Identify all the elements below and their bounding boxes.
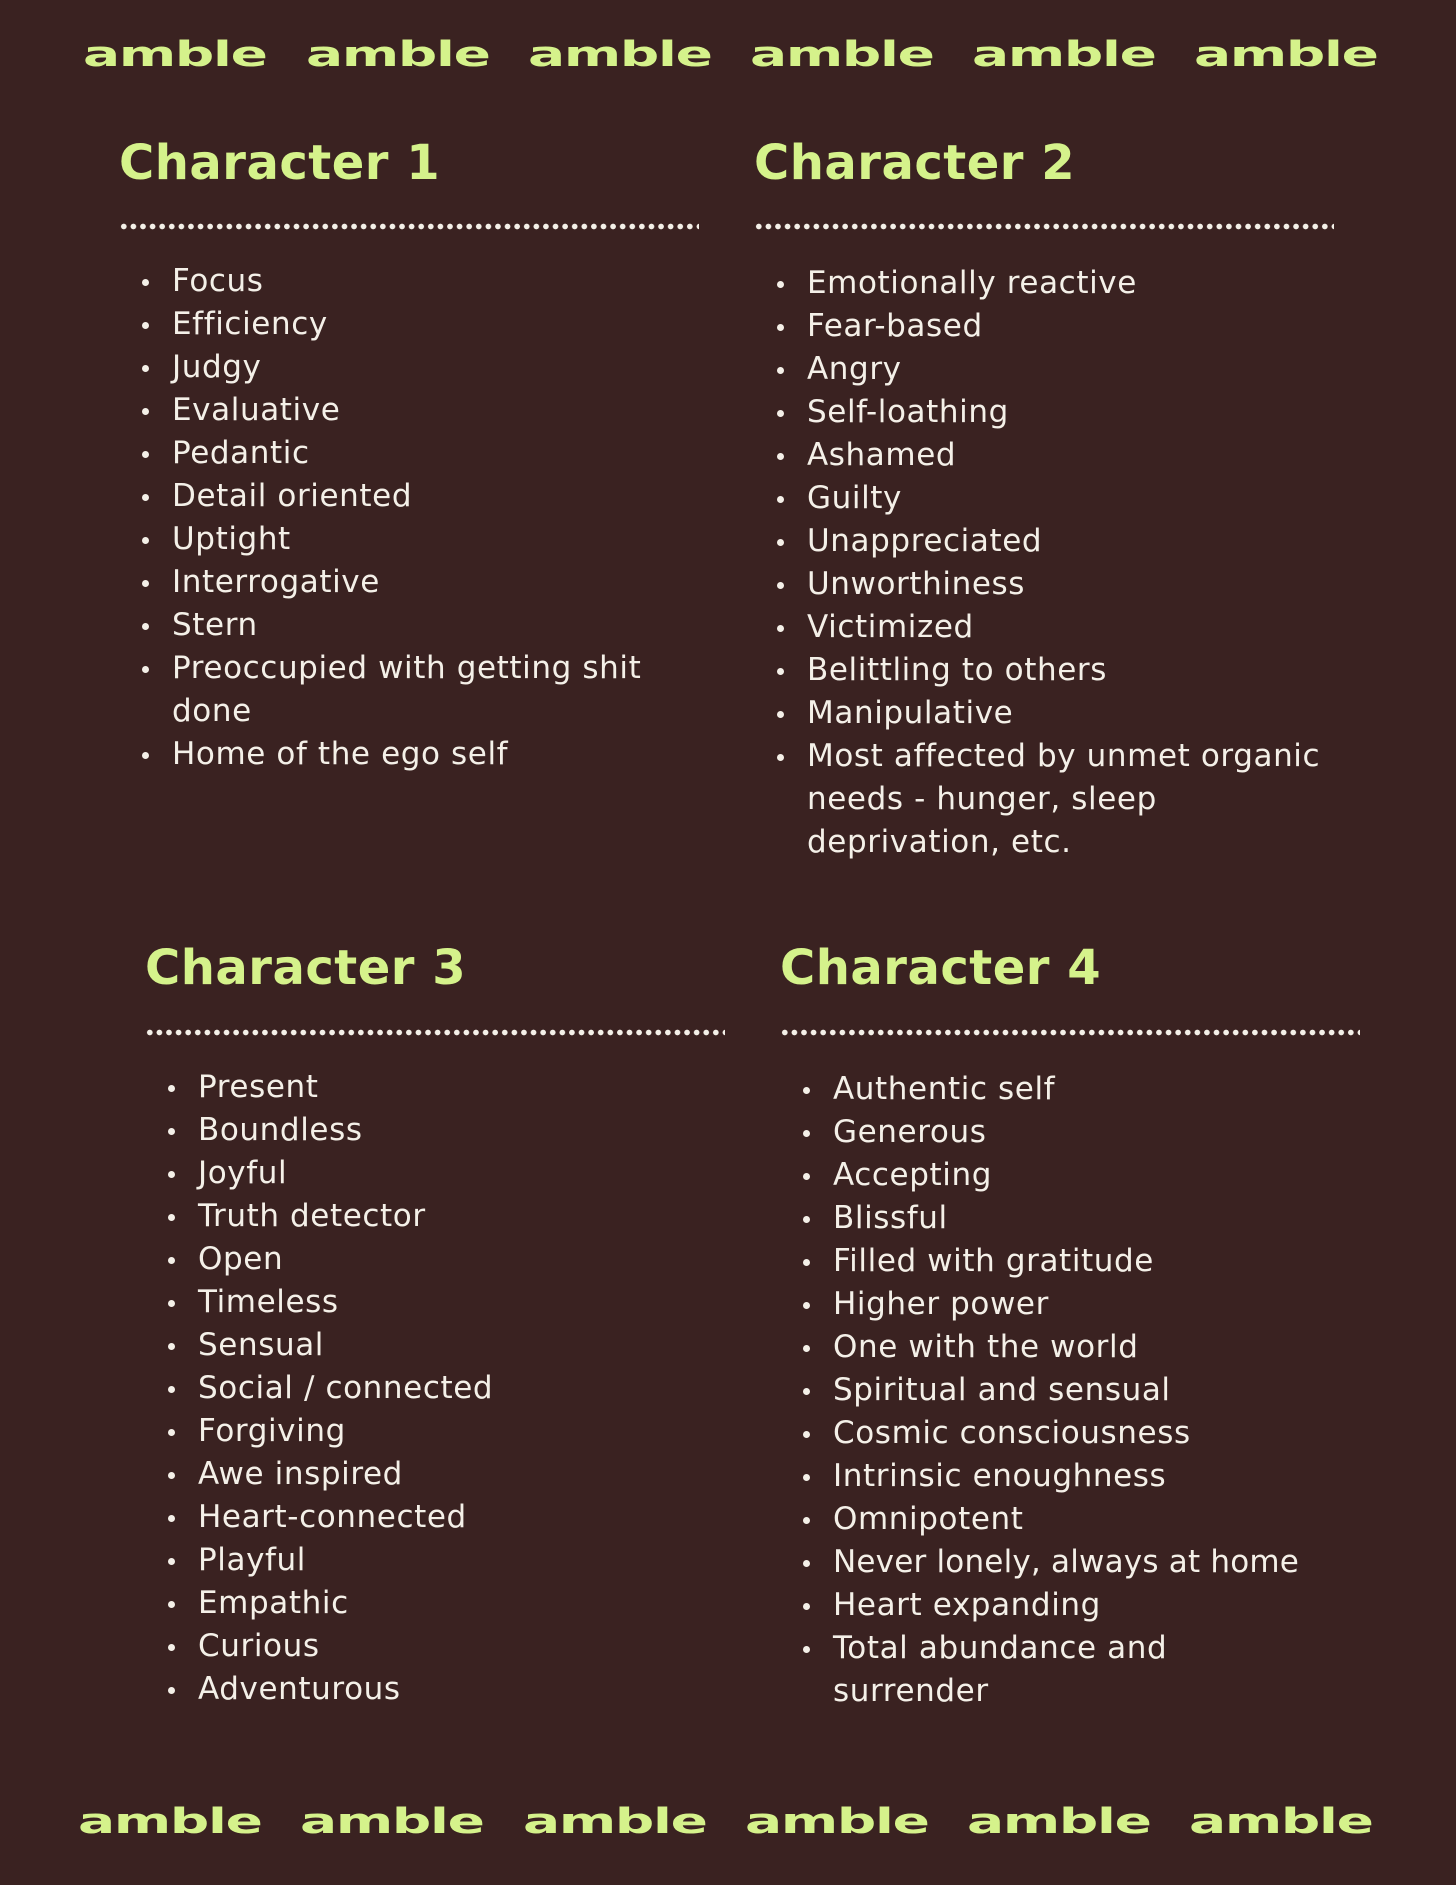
brand-row-bottom: [0, 1797, 1456, 1857]
character-2-traits: [754, 262, 1387, 864]
list-item: Intrinsic enoughness: [833, 1455, 1413, 1498]
character-3-title: Character 3: [145, 940, 467, 996]
list-item: Efficiency: [172, 303, 732, 346]
list-item: Pedantic: [172, 432, 732, 475]
character-3-traits: [145, 1066, 758, 1711]
list-item: Sensual: [198, 1324, 758, 1367]
list-item: Timeless: [198, 1281, 758, 1324]
character-2-title: Character 2: [754, 135, 1076, 191]
list-item: Spiritual and sensual: [833, 1369, 1413, 1412]
brand-logo: amble: [1194, 34, 1378, 75]
list-item: Never lonely, always at home: [833, 1541, 1413, 1584]
character-2-section: [754, 133, 1354, 860]
character-1-section: [119, 133, 719, 772]
list-item: Truth detector: [198, 1195, 758, 1238]
list-item: Ashamed: [807, 434, 1387, 477]
list-item: Emotionally reactive: [807, 262, 1387, 305]
list-item: Joyful: [198, 1152, 758, 1195]
brand-logo: amble: [306, 34, 490, 75]
list-item: Empathic: [198, 1582, 758, 1625]
list-item: Awe inspired: [198, 1453, 758, 1496]
list-item: Guilty: [807, 477, 1387, 520]
brand-logo: amble: [967, 1801, 1151, 1842]
list-item: Heart expanding: [833, 1584, 1413, 1627]
list-item: Playful: [198, 1539, 758, 1582]
list-item: Self-loathing: [807, 391, 1387, 434]
list-item: Victimized: [807, 606, 1387, 649]
list-item: Focus: [172, 260, 732, 303]
character-1-title: Character 1: [119, 135, 441, 191]
brand-logo: amble: [972, 34, 1156, 75]
list-item: Belittling to others: [807, 649, 1387, 692]
list-item: Manipulative: [807, 692, 1387, 735]
list-item: Open: [198, 1238, 758, 1281]
list-item: Judgy: [172, 346, 732, 389]
brand-logo: amble: [300, 1801, 484, 1842]
list-item: Blissful: [833, 1197, 1413, 1240]
brand-logo: amble: [528, 34, 712, 75]
list-item: Stern: [172, 604, 732, 647]
list-item: Boundless: [198, 1109, 758, 1152]
list-item: Detail oriented: [172, 475, 732, 518]
list-item: Omnipotent: [833, 1498, 1413, 1541]
brand-logo: amble: [1189, 1801, 1373, 1842]
list-item: Filled with gratitude: [833, 1240, 1413, 1283]
list-item: Forgiving: [198, 1410, 758, 1453]
list-item: Home of the ego self: [172, 733, 732, 776]
brand-logo: amble: [83, 34, 267, 75]
list-item: Social / connected: [198, 1367, 758, 1410]
list-item: One with the world: [833, 1326, 1413, 1369]
brand-logo: amble: [745, 1801, 929, 1842]
dotted-divider: [145, 1029, 725, 1036]
list-item: Heart-connected: [198, 1496, 758, 1539]
list-item: Fear-based: [807, 305, 1387, 348]
character-3-section: [145, 938, 745, 1707]
list-item: Most affected by unmet organic needs - hunger, sleep deprivation, etc.: [807, 735, 1352, 864]
list-item: Accepting: [833, 1154, 1413, 1197]
list-item: Adventurous: [198, 1668, 758, 1711]
list-item: Unappreciated: [807, 520, 1387, 563]
brand-logo: amble: [523, 1801, 707, 1842]
dotted-divider: [754, 223, 1334, 230]
list-item: Evaluative: [172, 389, 732, 432]
list-item: Angry: [807, 348, 1387, 391]
brand-logo: amble: [750, 34, 934, 75]
list-item: Unworthiness: [807, 563, 1387, 606]
list-item: Cosmic consciousness: [833, 1412, 1413, 1455]
list-item: Uptight: [172, 518, 732, 561]
character-4-title: Character 4: [780, 940, 1102, 996]
brand-logo: amble: [78, 1801, 262, 1842]
character-4-section: [780, 938, 1380, 1709]
list-item: Authentic self: [833, 1068, 1413, 1111]
list-item: Generous: [833, 1111, 1413, 1154]
dotted-divider: [780, 1029, 1360, 1036]
list-item: Preoccupied with getting shit done: [172, 647, 642, 733]
dotted-divider: [119, 223, 699, 230]
brand-row-top: [0, 30, 1456, 90]
list-item: Interrogative: [172, 561, 732, 604]
list-item: Curious: [198, 1625, 758, 1668]
list-item: Present: [198, 1066, 758, 1109]
character-4-traits: [780, 1068, 1413, 1713]
character-1-traits: [119, 260, 732, 776]
list-item: Higher power: [833, 1283, 1413, 1326]
list-item: Total abundance and surrender: [833, 1627, 1253, 1713]
